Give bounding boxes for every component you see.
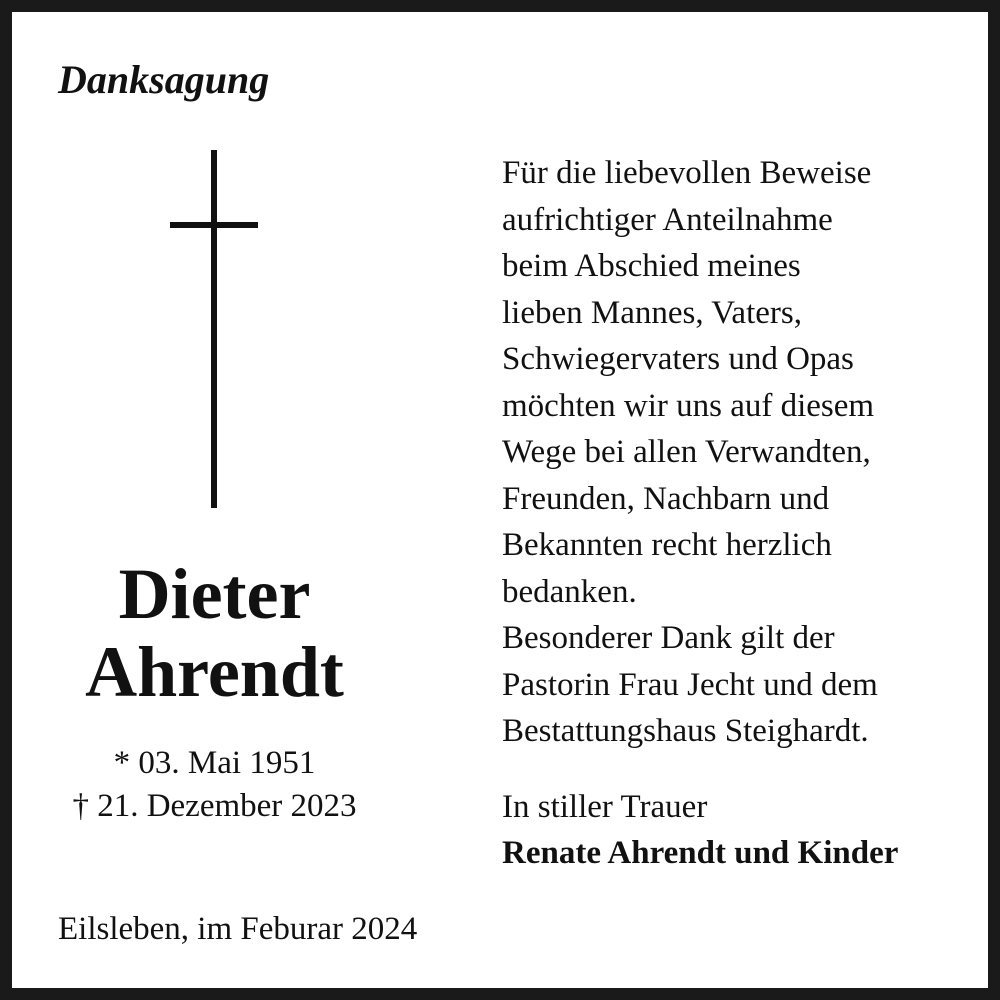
deceased-first-name: Dieter bbox=[118, 554, 311, 634]
cross-vertical-bar bbox=[211, 150, 217, 508]
message-line: beim Abschied meines bbox=[502, 248, 801, 284]
message-line: Für die liebevollen Beweise bbox=[502, 155, 872, 191]
message-line: Schwiegervaters und Opas bbox=[502, 341, 854, 377]
cross-horizontal-bar bbox=[170, 222, 258, 228]
message-line: Pastorin Frau Jecht und dem bbox=[502, 666, 878, 703]
message-line: Bekannten recht herzlich bbox=[502, 527, 832, 563]
deceased-last-name: Ahrendt bbox=[85, 631, 344, 712]
signers: Renate Ahrendt und Kinder bbox=[502, 835, 899, 871]
message-line: aufrichtiger Anteilnahme bbox=[502, 201, 833, 238]
message-line: lieben Mannes, Vaters, bbox=[502, 294, 802, 331]
message-line: möchten wir uns auf diesem bbox=[502, 387, 875, 424]
closing-block bbox=[502, 784, 972, 876]
message-line: Bestattungshaus Steighardt. bbox=[502, 713, 869, 749]
life-dates bbox=[42, 742, 387, 828]
cross-icon bbox=[170, 150, 258, 508]
birth-date: * 03. Mai 1951 bbox=[113, 745, 316, 781]
thanks-message bbox=[502, 150, 972, 755]
message-line: bedanken. bbox=[502, 573, 637, 610]
closing-phrase: In stiller Trauer bbox=[502, 789, 708, 825]
message-line: Freunden, Nachbarn und bbox=[502, 480, 830, 517]
notice-heading: Danksagung bbox=[58, 57, 270, 102]
place-and-date: Eilsleben, im Feburar 2024 bbox=[58, 911, 418, 947]
message-line: Besonderer Dank gilt der bbox=[502, 620, 835, 656]
death-date: † 21. Dezember 2023 bbox=[72, 787, 357, 824]
message-line: Wege bei allen Verwandten, bbox=[502, 434, 871, 470]
deceased-name bbox=[42, 556, 387, 712]
